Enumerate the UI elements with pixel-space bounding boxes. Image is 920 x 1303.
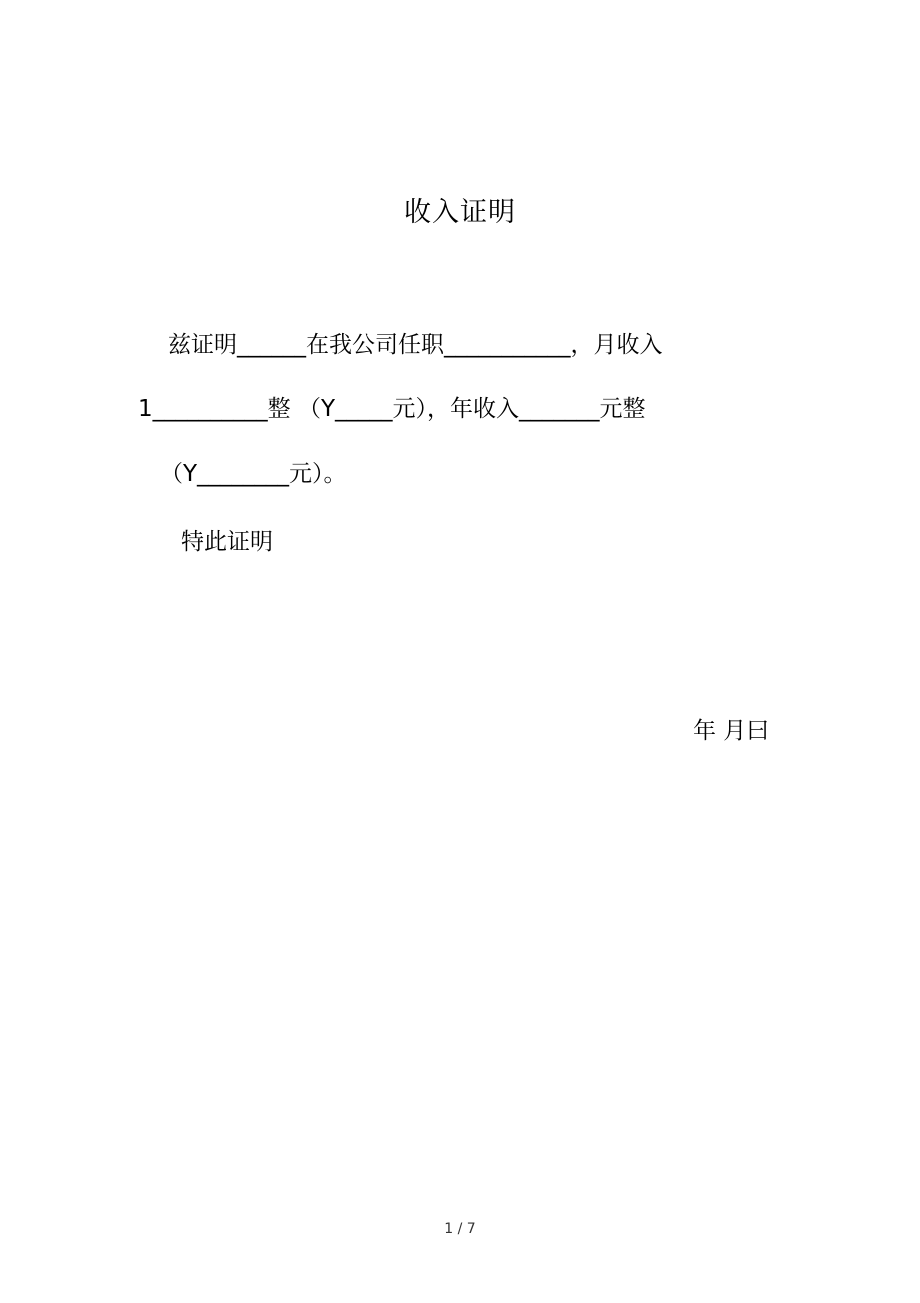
- paragraph-line-1: 兹证明______在我公司任职___________，月收入: [168, 332, 663, 358]
- page-number: 1 / 7: [444, 1221, 476, 1237]
- closing-statement: 特此证明: [181, 529, 273, 555]
- date-line: 年 月曰: [693, 718, 770, 744]
- document-title: 收入证明: [404, 197, 516, 228]
- paragraph-line-2: 1__________整 （Y_____元），年收入_______元整: [138, 396, 646, 422]
- paragraph-line-3: （Y________元）。: [160, 461, 347, 487]
